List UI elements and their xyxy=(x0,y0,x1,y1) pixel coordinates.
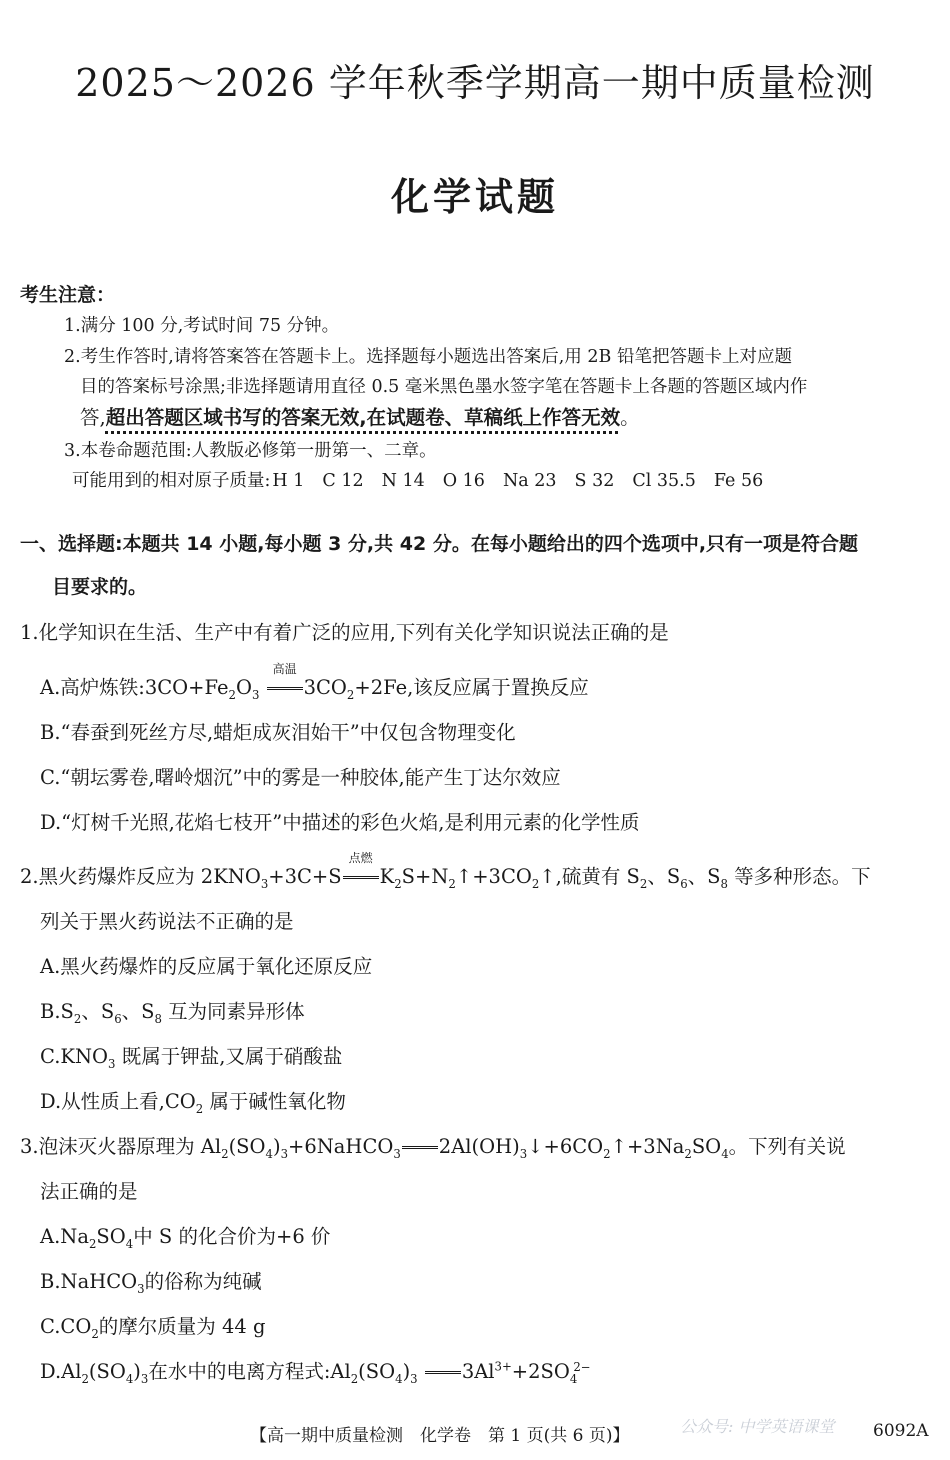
q2-d-text: D.从性质上看,CO xyxy=(40,1090,196,1113)
q2-c-text: 既属于钾盐,又属于硝酸盐 xyxy=(121,1045,343,1068)
notice-emphasis: 超出答题区域书写的答案无效,在试题卷、草稿纸上作答无效 xyxy=(105,406,621,429)
q3-d-text: D.Al xyxy=(40,1360,82,1383)
q1-a-end: +2Fe,该反应属于置换反应 xyxy=(354,676,589,699)
atomic-mass-label: 可能用到的相对原子质量: xyxy=(72,471,271,491)
q2-b-text: 互为同素异形体 xyxy=(168,1000,305,1023)
atomic-mass: Fe 56 xyxy=(713,471,764,491)
section-1-heading-cont: 目要求的。 xyxy=(52,576,148,598)
q3-d-text: 3Al xyxy=(461,1360,495,1383)
question-1-option-c: C.“朝坛雾卷,曙岭烟沉”中的雾是一种胶体,能产生丁达尔效应 xyxy=(40,766,561,789)
q3-text: ↑+3Na xyxy=(610,1135,685,1158)
watermark: 公众号: 中学英语课堂 xyxy=(680,1417,835,1436)
notice-item-1: 1.满分 100 分,考试时间 75 分钟。 xyxy=(64,316,340,336)
atomic-mass: H 1 xyxy=(272,471,305,491)
question-3-stem: 3.泡沫灭火器原理为 $Al_2(SO_4)_3+6NaHCO_3$ $2Al(OH)_3↓+6CO_2↑+3Na_2SO_4$。下列有关说 xyxy=(20,1135,846,1161)
question-2-option-d: D.从性质上看$,CO_2$ 属于碱性氧化物 xyxy=(40,1090,346,1116)
exam-subtitle: 化学试题 xyxy=(390,175,559,219)
page-footer: 【高一期中质量检测 化学卷 第 1 页(共 6 页)】 xyxy=(250,1426,630,1446)
notice-item-3: 3.本卷命题范围:人教版必修第一册第一、二章。 xyxy=(64,441,437,461)
q1-a-product: 3CO xyxy=(303,676,347,699)
question-3-option-a: $A.Na_2SO_4$中 S 的化合价为+6 价 xyxy=(40,1225,331,1251)
question-2-option-a: A.黑火药爆炸的反应属于氧化还原反应 xyxy=(40,955,373,978)
question-3-option-b: B.NaHCO$_3$的俗称为纯碱 xyxy=(40,1270,262,1296)
atomic-mass: Cl 35.5 xyxy=(632,471,696,491)
atomic-mass: Na 23 xyxy=(502,471,557,491)
q3-a-text: 中 S 的化合价为+6 价 xyxy=(133,1225,331,1248)
notice-item-2-line-1: 2.考生作答时,请将答案答在答题卡上。选择题每小题选出答案后,用 2B 铅笔把答题卡上对应题 xyxy=(64,347,792,367)
q3-c-text: C.CO xyxy=(40,1315,92,1338)
q2-text: 等多种形态。下 xyxy=(734,865,871,888)
q2-text: ↑,硫黄有 S xyxy=(539,865,640,888)
atomic-mass: S 32 xyxy=(574,471,615,491)
q3-text: 3.泡沫灭火器原理为 Al xyxy=(20,1135,222,1158)
exam-title: 2025～2026 学年秋季学期高一期中质量检测 xyxy=(75,61,875,105)
reaction-condition: 高温 xyxy=(272,662,297,676)
atomic-mass-line xyxy=(72,467,781,492)
q1-a-text: A.高炉炼铁:3CO+Fe xyxy=(40,676,229,699)
notice-heading: 考生注意： xyxy=(20,284,116,306)
q2-c-text: C.KNO xyxy=(40,1045,109,1068)
question-2-option-b: $B.S_2$、$S_6$、$S_8$ 互为同素异形体 xyxy=(40,1000,305,1026)
reaction-condition: 点燃 xyxy=(348,851,373,865)
question-1-option-b: B.“春蚕到死丝方尽,蜡炬成灰泪始干”中仅包含物理变化 xyxy=(40,721,516,744)
question-3-option-d: $D.Al_2(SO_4)_3$在水中的电离方程式$:Al_2(SO_4)_3$ $3Al^{3+}+2SO_4^{2-}$ xyxy=(40,1359,591,1386)
q2-text: ↑+3CO xyxy=(455,865,532,888)
question-2-stem: 2.黑火药爆炸反应为 $2KNO_3+3C+S$ 点燃 $K_2S+N_2↑+3CO_2↑$,硫黄有 $S_2$、$S_6$、$S_8$ 等多种形态。下 xyxy=(20,851,871,891)
reaction-condition-arrow xyxy=(343,851,379,888)
q3-text: +6NaHCO xyxy=(288,1135,394,1158)
notice-item-2-prefix: 答, xyxy=(80,406,106,429)
atomic-mass: N 14 xyxy=(381,471,425,491)
notice-item-2-line-3 xyxy=(80,402,640,430)
q3-b-text: 的俗称为纯碱 xyxy=(144,1270,262,1293)
question-1-stem: 1.化学知识在生活、生产中有着广泛的应用,下列有关化学知识说法正确的是 xyxy=(20,621,669,644)
question-2-option-c: $C.KNO_3$ 既属于钾盐,又属于硝酸盐 xyxy=(40,1045,343,1071)
equals-arrow xyxy=(402,1135,438,1158)
atomic-mass: O 16 xyxy=(442,471,485,491)
q2-text: K xyxy=(379,865,395,888)
question-3-stem-cont: 法正确的是 xyxy=(40,1180,138,1203)
q2-text: 2.黑火药爆炸反应为 2KNO xyxy=(20,865,261,888)
section-1-heading: 一、选择题:本题共 14 小题,每小题 3 分,共 42 分。在每小题给出的四个选项中,只有一项是符合题 xyxy=(20,533,859,555)
q2-d-text: 属于碱性氧化物 xyxy=(209,1090,346,1113)
q2-text: S+N xyxy=(401,865,449,888)
atomic-mass: C 12 xyxy=(322,471,364,491)
reaction-condition-arrow xyxy=(267,662,303,699)
equals-arrow xyxy=(425,1360,461,1383)
notice-item-2-line-2: 目的答案标号涂黑;非选择题请用直径 0.5 毫米黑色墨水签字笔在答题卡上各题的答题区域内作 xyxy=(80,377,808,397)
q3-b-text: B.NaHCO xyxy=(40,1270,138,1293)
question-3-option-c: $C.CO_2$的摩尔质量为 44 g xyxy=(40,1315,266,1341)
notice-item-2-suffix: 。 xyxy=(620,406,640,429)
q3-c-text: 的摩尔质量为 44 g xyxy=(98,1315,266,1338)
question-2-stem-cont: 列关于黑火药说法不正确的是 xyxy=(40,910,294,933)
q3-d-text: 在水中的电离方程式:Al xyxy=(148,1360,351,1383)
q2-text: +3C+S xyxy=(268,865,342,888)
q3-text: 。下列有关说 xyxy=(728,1135,846,1158)
q3-text: 2Al(OH) xyxy=(438,1135,520,1158)
question-1-option-a: A.高炉炼铁$:3CO+Fe_2O_3$ 高温 $3CO_2+2Fe$,该反应属于置换反应 xyxy=(40,662,589,702)
paper-code: 6092A xyxy=(873,1421,929,1441)
q3-text: ↓+6CO xyxy=(527,1135,604,1158)
question-1-option-d: D.“灯树千光照,花焰七枝开”中描述的彩色火焰,是利用元素的化学性质 xyxy=(40,811,640,834)
